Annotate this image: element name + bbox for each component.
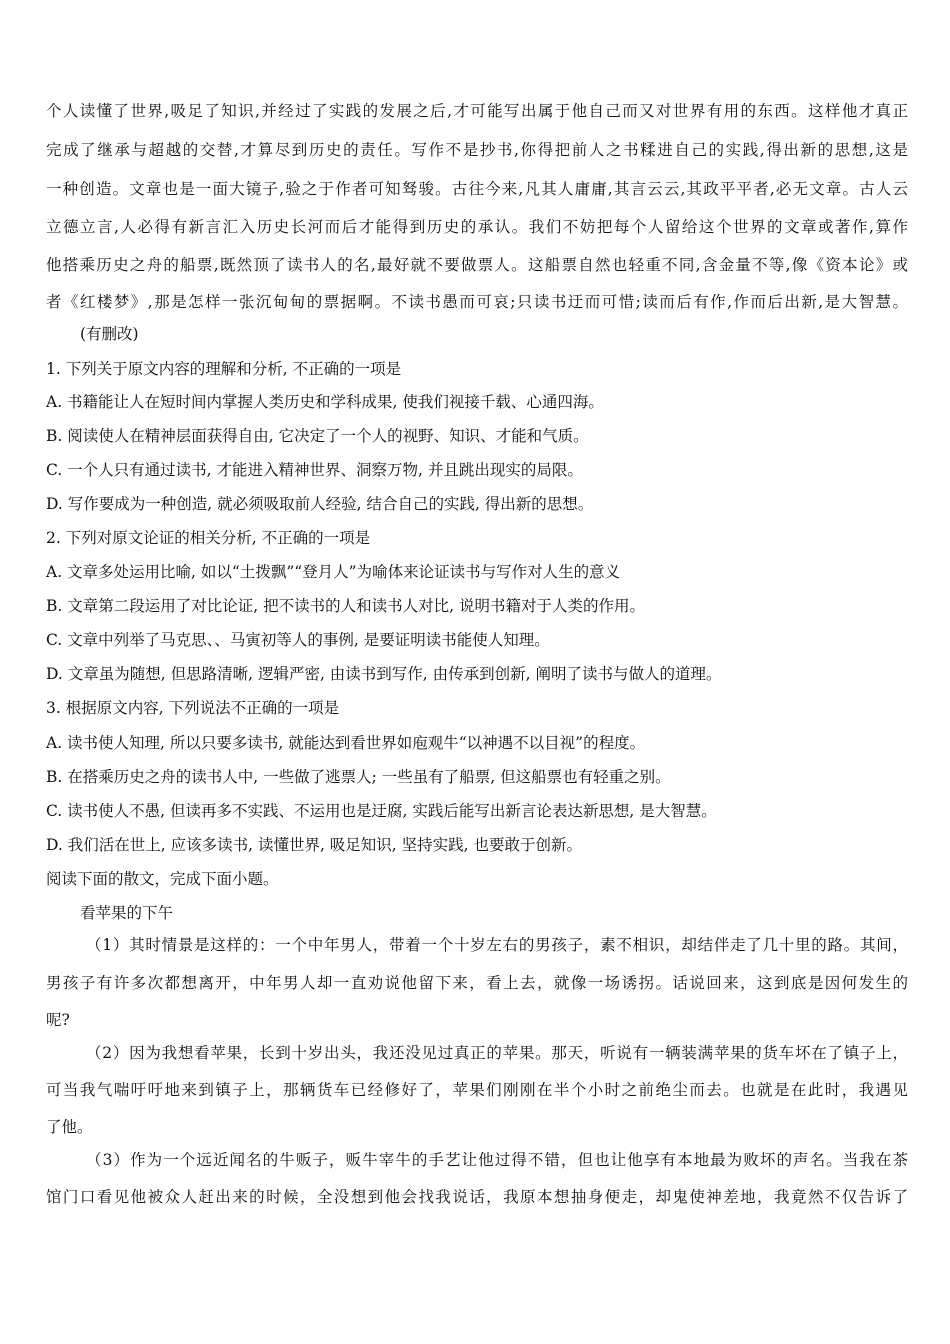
prose-title: 看苹果的下午 — [80, 904, 174, 922]
essay-line: 立德立言,人必得有新言汇入历史长河而后才能得到历史的承认。我们不妨把每个人留给这个世界的文章或著作,算作 — [46, 218, 908, 236]
essay-line: 他搭乘历史之舟的船票,既然顶了读书人的名,最好就不要做票人。这船票自然也轻重不同,含金量不等,像《资本论》或 — [46, 256, 908, 274]
question-option: A. 书籍能让人在短时间内掌握人类历史和学科成果, 使我们视接千载、心通四海。 — [46, 393, 604, 411]
prose-line: 男孩子有许多次都想离开，中年男人却一直劝说他留下来，看上去，就像一场诱拐。话说回来，这到底是因何发生的 — [46, 974, 908, 992]
prose-line: （3）作为一个远近闻名的牛贩子，贩牛宰牛的手艺让他过得不错，但也让他享有本地最为败坏的声名。当我在茶 — [86, 1151, 908, 1169]
question-option: D. 我们活在世上, 应该多读书, 读懂世界, 吸足知识, 坚持实践, 也要敢于创新。 — [46, 836, 583, 854]
question-stem: 1. 下列关于原文内容的理解和分析, 不正确的一项是 — [46, 360, 402, 378]
prose-line: 了他。 — [46, 1118, 93, 1136]
essay-line: 一种创造。文章也是一面大镜子,验之于作者可知驽骏。古往今来,凡其人庸庸,其言云云,其政平平者,必无文章。古人云 — [46, 180, 908, 198]
question-option: A. 读书使人知理, 所以只要多读书, 就能达到看世界如庖观牛“以神遇不以目视”的程度。 — [46, 734, 646, 752]
prose-line: 呢? — [46, 1011, 70, 1029]
question-option: B. 在搭乘历史之舟的读书人中, 一些做了逃票人; 一些虽有了船票, 但这船票也有轻重之别。 — [46, 768, 671, 786]
question-option: D. 文章虽为随想, 但思路清晰, 逻辑严密, 由读书到写作, 由传承到创新, 阐明了读书与做人的道理。 — [46, 665, 722, 683]
question-option: C. 读书使人不愚, 但读再多不实践、不运用也是迂腐, 实践后能写出新言论表达新思想, 是大智慧。 — [46, 802, 717, 820]
essay-line: 者《红楼梦》,那是怎样一张沉甸甸的票据啊。不读书愚而可哀;只读书迂而可惜;读而后有作,作而后出新,是大智慧。 — [46, 293, 908, 311]
source-note: (有删改) — [80, 325, 139, 343]
question-option: C. 文章中列举了马克思、、马寅初等人的事例, 是要证明读书能使人知理。 — [46, 631, 550, 649]
prose-line: 可当我气喘吁吁地来到镇子上，那辆货车已经修好了，苹果们刚刚在半个小时之前绝尘而去。也就是在此时，我遇见 — [46, 1081, 908, 1099]
prose-line: （2）因为我想看苹果，长到十岁出头，我还没见过真正的苹果。那天，听说有一辆装满苹果的货车坏在了镇子上， — [86, 1044, 908, 1062]
essay-line: 个人读懂了世界,吸足了知识,并经过了实践的发展之后,才可能写出属于他自己而又对世界有用的东西。这样他才真正 — [46, 102, 908, 120]
question-option: B. 阅读使人在精神层面获得自由, 它决定了一个人的视野、知识、才能和气质。 — [46, 427, 589, 445]
question-stem: 2. 下列对原文论证的相关分析, 不正确的一项是 — [46, 529, 371, 547]
essay-line: 完成了继承与超越的交替,才算尽到历史的责任。写作不是抄书,你得把前人之书糅进自己的实践,得出新的思想,这是 — [46, 141, 908, 159]
question-stem: 3. 根据原文内容, 下列说法不正确的一项是 — [46, 699, 340, 717]
prose-line: 馆门口看见他被众人赶出来的时候，全没想到他会找我说话，我原本想抽身便走，却鬼使神差地，我竟然不仅告诉了 — [46, 1188, 908, 1206]
question-option: D. 写作要成为一种创造, 就必须吸取前人经验, 结合自己的实践, 得出新的思想。 — [46, 495, 594, 513]
prose-line: （1）其时情景是这样的：一个中年男人，带着一个十岁左右的男孩子，素不相识，却结伴走了几十里的路。其间， — [86, 936, 908, 954]
question-option: A. 文章多处运用比喻, 如以“土拨飘”“登月人”为喻体来论证读书与写作对人生的意义 — [46, 563, 621, 581]
reading-instruction: 阅读下面的散文，完成下面小题。 — [46, 870, 279, 888]
question-option: C. 一个人只有通过读书, 才能进入精神世界、洞察万物, 并且跳出现实的局限。 — [46, 461, 583, 479]
question-option: B. 文章第二段运用了对比论证, 把不读书的人和读书人对比, 说明书籍对于人类的作用。 — [46, 597, 645, 615]
